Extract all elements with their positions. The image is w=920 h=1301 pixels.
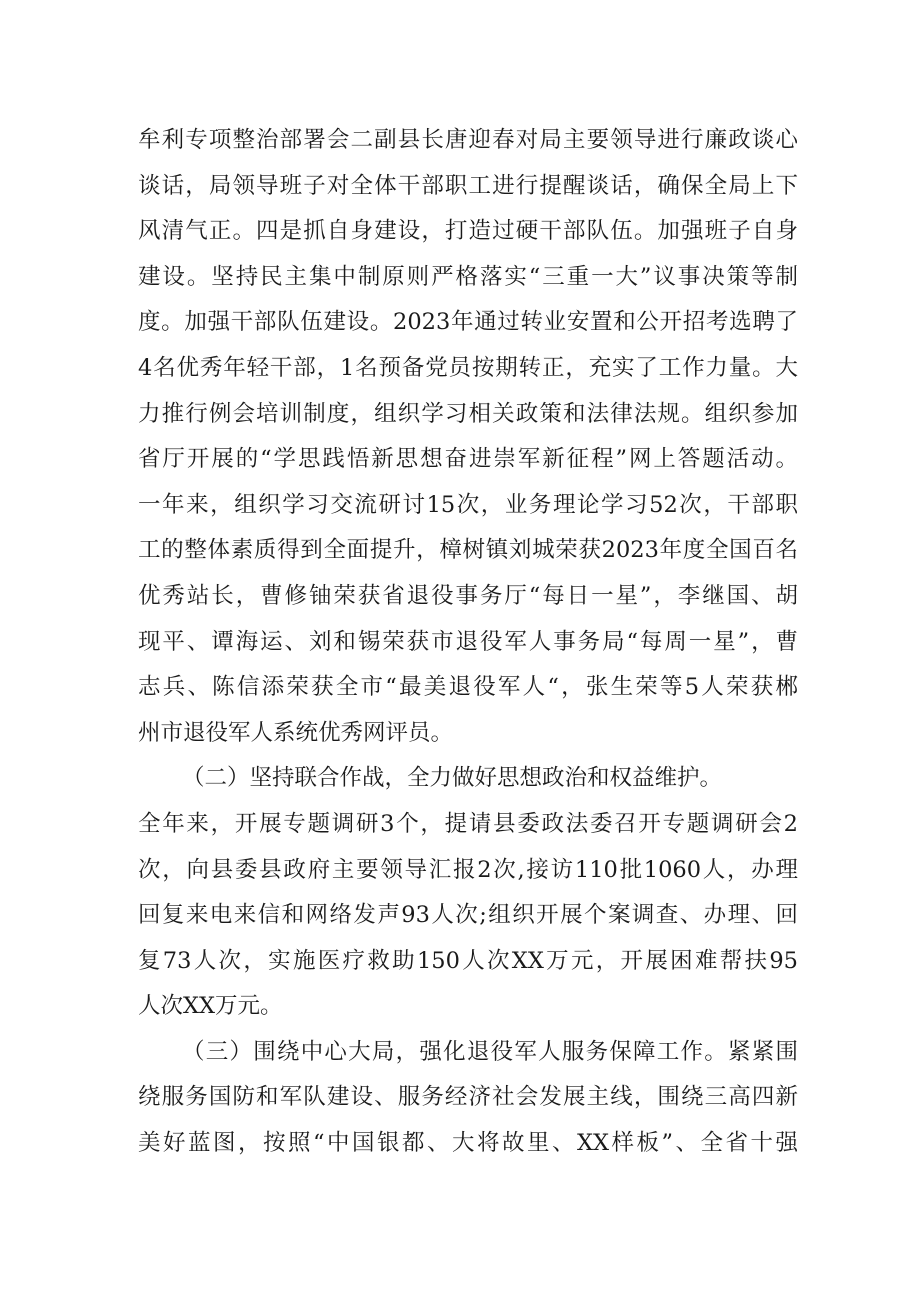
text-line: 人次XX万元。: [138, 993, 283, 1020]
text-line: 风清气正。四是抓自身建设，打造过硬干部队伍。加强班子自身: [138, 218, 798, 245]
text-line: 绕服务国防和军队建设、服务经济社会发展主线，围绕三高四新: [138, 1084, 798, 1111]
text-line: 美好蓝图，按照“中国银都、大将故里、XX样板”、全省十强: [138, 1130, 798, 1157]
text-line: 志兵、陈信添荣获全市“最美退役军人“，张生荣等5人荣获郴: [138, 674, 798, 701]
text-line: 回复来电来信和网络发声93人次;组织开展个案调查、办理、回: [138, 902, 798, 929]
paragraph-p2: [138, 756, 798, 802]
text-line: 力推行例会培训制度，组织学习相关政策和法律法规。组织参加: [138, 400, 798, 427]
text-line: 复73人次，实施医疗救助150人次XX万元，开展困难帮扶95: [138, 947, 798, 974]
text-line: 建设。坚持民主集中制原则严格落实“三重一大”议事决策等制: [138, 263, 798, 290]
document-body: [138, 118, 798, 1167]
text-line: 州市退役军人系统优秀网评员。: [138, 719, 454, 746]
text-line: 省厅开展的“学思践悟新思想奋进崇军新征程”网上答题活动。: [138, 446, 798, 473]
text-line: （三）围绕中心大局，强化退役军人服务保障工作。紧紧围: [182, 1038, 798, 1065]
text-line: 一年来，组织学习交流研讨15次，业务理论学习52次，干部职: [138, 491, 798, 518]
text-line: 谈话，局领导班子对全体干部职工进行提醒谈话，确保全局上下: [138, 172, 798, 199]
text-line: （二）坚持联合作战，全力做好思想政治和权益维护。: [182, 765, 723, 792]
text-line: 工的整体素质得到全面提升，樟树镇刘城荣获2023年度全国百名: [138, 537, 798, 564]
paragraph-p1: [138, 118, 798, 756]
text-line: 全年来，开展专题调研3个，提请县委政法委召开专题调研会2: [138, 810, 798, 837]
text-line: 次，向县委县政府主要领导汇报2次,接访110批1060人，办理: [138, 856, 798, 883]
text-line: 度。加强干部队伍建设。2023年通过转业安置和公开招考选聘了: [138, 309, 798, 336]
paragraph-p4: [138, 1030, 798, 1167]
paragraph-p3: [138, 802, 798, 1030]
text-line: 优秀站长，曹修铀荣获省退役事务厅“每日一星”，李继国、胡: [138, 582, 798, 609]
text-line: 牟利专项整治部署会二副县长唐迎春对局主要领导进行廉政谈心: [138, 127, 798, 153]
text-line: 现平、谭海运、刘和锡荣获市退役军人事务局“每周一星”，曹: [138, 628, 798, 655]
text-line: 4名优秀年轻干部，1名预备党员按期转正，充实了工作力量。大: [138, 354, 798, 381]
